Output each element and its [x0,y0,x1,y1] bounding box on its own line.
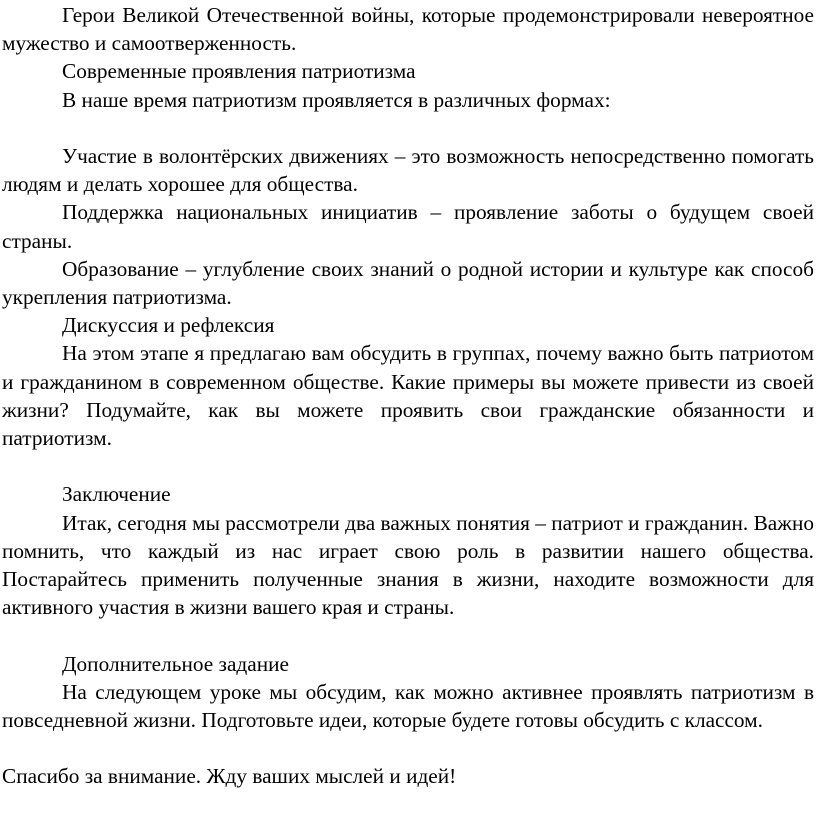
paragraph-discussion: На этом этапе я предлагаю вам обсудить в группах, почему важно быть патриотом и гражданином в современном обществе. Какие примеры вы можете привести из своей жизни? Подумайте, как вы можете проявить свои гражданские обязанности и патриотизм. [2,341,814,451]
paragraph-forms-intro: В наше время патриотизм проявляется в различных формах: [62,87,611,112]
blank-line [2,452,814,480]
paragraph-heroes: Герои Великой Отечественной войны, которые продемонстрировали невероятное мужество и самоотверженность. [2,3,814,56]
blank-line [2,114,814,142]
paragraph-volunteering: Участие в волонтёрских движениях – это возможность непосредственно помогать людям и делать хорошее для общества. [2,144,814,197]
heading-modern-patriotism: Современные проявления патриотизма [62,59,416,84]
paragraph-education: Образование – углубление своих знаний о родной истории и культуре как способ укрепления патриотизма. [2,256,814,310]
heading-additional-task: Дополнительное задание [62,651,289,676]
blank-line [2,621,814,649]
blank-line [2,734,814,762]
paragraph-national-initiatives: Поддержка национальных инициатив – проявление заботы о будущем своей страны. [2,200,814,253]
closing-line: Спасибо за внимание. Жду ваших мыслей и идей! [2,764,457,789]
paragraph-conclusion: Итак, сегодня мы рассмотрели два важных понятия – патриот и гражданин. Важно помнить, что каждый из нас играет свою роль в развитии нашего общества. Постарайтесь применить полученные знания в жизни, находите возможности для активного участия в жизни вашего края и страны. [2,510,814,620]
heading-conclusion: Заключение [62,482,171,507]
heading-discussion: Дискуссия и рефлексия [62,313,275,338]
paragraph-additional-task: На следующем уроке мы обсудим, как можно активнее проявлять патриотизм в повседневной жизни. Подготовьте идеи, которые будете готовы обсудить с классом. [2,679,814,733]
